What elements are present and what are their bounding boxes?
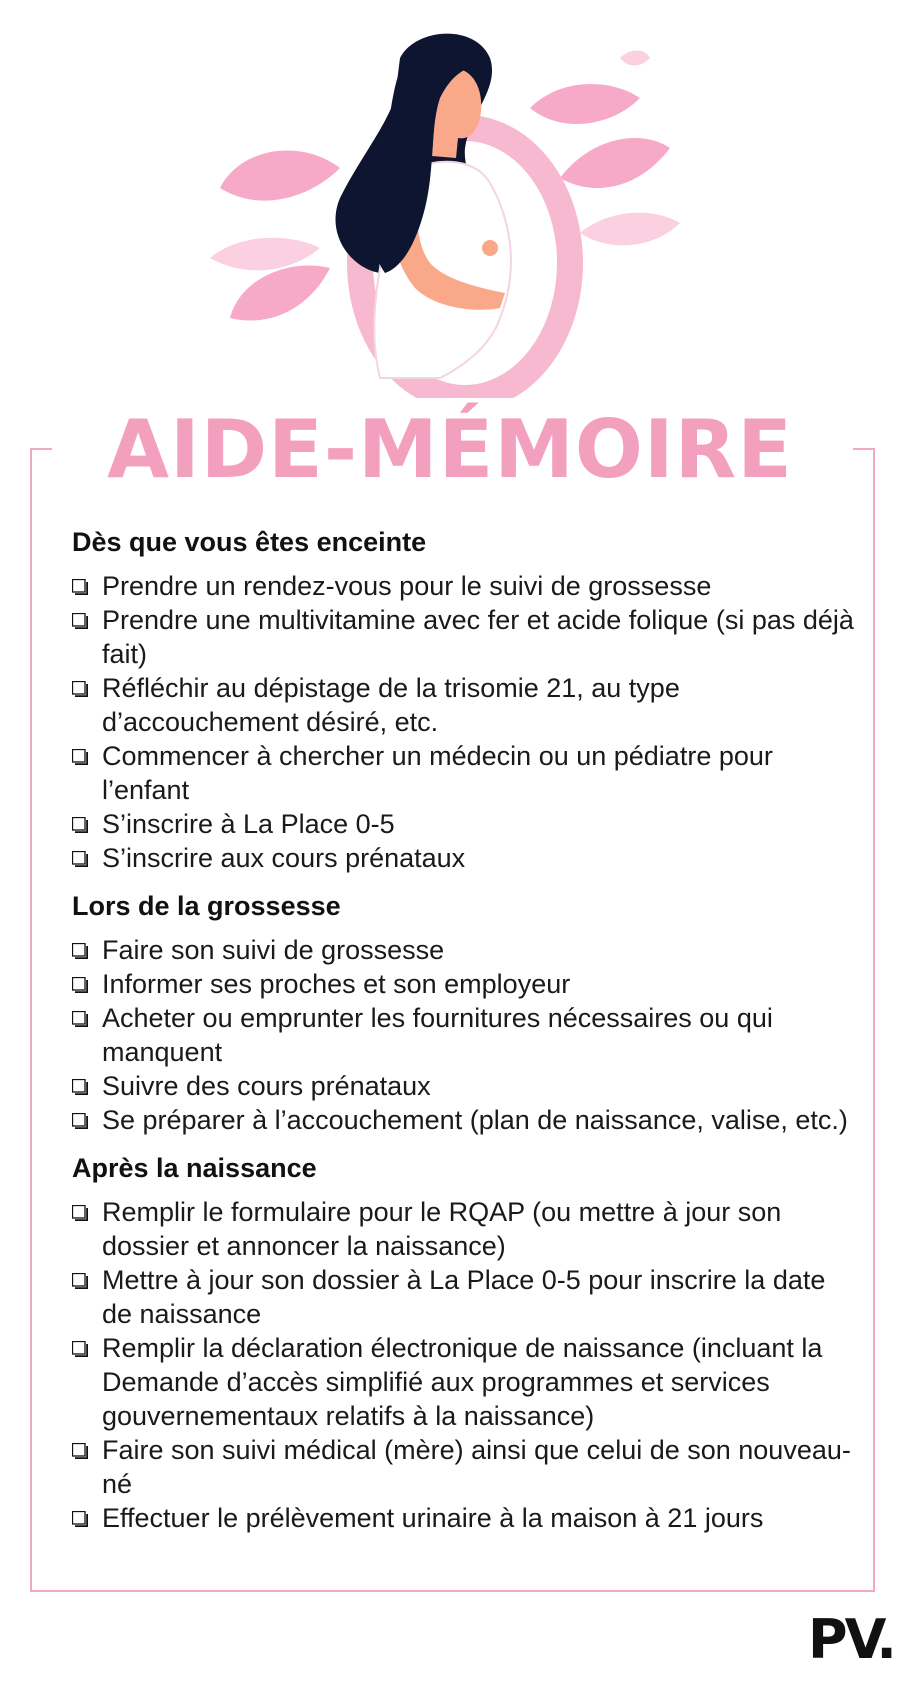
checklist-item[interactable] xyxy=(72,739,862,807)
brand-logo: PV. xyxy=(808,1608,894,1671)
checklist-item[interactable] xyxy=(72,1069,862,1103)
checklist-item-label: Commencer à chercher un médecin ou un pédiatre pour l’enfant xyxy=(102,741,773,805)
checklist-item-label: Remplir la déclaration électronique de naissance (incluant la Demande d’accès simplifié aux programmes et services gouvernementaux relatifs à la naissance) xyxy=(102,1333,823,1431)
checkbox-icon xyxy=(72,749,88,765)
checklist-item[interactable] xyxy=(72,841,862,875)
checklist-item[interactable] xyxy=(72,807,862,841)
section-heading: Dès que vous êtes enceinte xyxy=(72,527,427,557)
page-title: AIDE-MÉMOIRE xyxy=(107,403,793,496)
checkbox-icon xyxy=(72,943,88,959)
checklist-item-label: Prendre un rendez-vous pour le suivi de grossesse xyxy=(102,571,712,601)
checkbox-icon xyxy=(72,1443,88,1459)
checklist-item[interactable] xyxy=(72,671,862,739)
checklist-item[interactable] xyxy=(72,1501,862,1535)
checklist-item[interactable] xyxy=(72,967,862,1001)
checklist-item[interactable] xyxy=(72,1103,862,1137)
checkbox-icon xyxy=(72,1205,88,1221)
checklist-item[interactable] xyxy=(72,1331,862,1433)
checklist-item-label: S’inscrire aux cours prénataux xyxy=(102,843,466,873)
checklist xyxy=(72,1195,862,1535)
checkbox-icon xyxy=(72,1273,88,1289)
checkbox-icon xyxy=(72,1511,88,1527)
checklist-item[interactable] xyxy=(72,603,862,671)
checklist-item-label: Acheter ou emprunter les fournitures nécessaires ou qui manquent xyxy=(102,1003,773,1067)
checklist xyxy=(72,569,862,875)
checklist-content xyxy=(72,525,862,1549)
checklist-item[interactable] xyxy=(72,1263,862,1331)
checklist-item[interactable] xyxy=(72,1195,862,1263)
checklist-item[interactable] xyxy=(72,1433,862,1501)
checklist-item[interactable] xyxy=(72,933,862,967)
checklist-item-label: Faire son suivi de grossesse xyxy=(102,935,445,965)
checkbox-icon xyxy=(72,1011,88,1027)
checkbox-icon xyxy=(72,1079,88,1095)
section-during-pregnancy xyxy=(72,889,862,1137)
checkbox-icon xyxy=(72,1341,88,1357)
checkbox-icon xyxy=(72,681,88,697)
checkbox-icon xyxy=(72,579,88,595)
checklist-item-label: Se préparer à l’accouchement (plan de naissance, valise, etc.) xyxy=(102,1105,848,1135)
checkbox-icon xyxy=(72,1113,88,1129)
checklist-item[interactable] xyxy=(72,1001,862,1069)
checkbox-icon xyxy=(72,851,88,867)
checklist-item-label: Faire son suivi médical (mère) ainsi que celui de son nouveau-né xyxy=(102,1435,851,1499)
section-heading: Après la naissance xyxy=(72,1153,317,1183)
section-after-birth xyxy=(72,1151,862,1535)
checklist-item-label: Mettre à jour son dossier à La Place 0-5 pour inscrire la date de naissance xyxy=(102,1265,826,1329)
checklist-item-label: Prendre une multivitamine avec fer et acide folique (si pas déjà fait) xyxy=(102,605,854,669)
checklist-item-label: Réfléchir au dépistage de la trisomie 21, au type d’accouchement désiré, etc. xyxy=(102,673,680,737)
section-pregnant xyxy=(72,525,862,875)
checklist-item-label: Informer ses proches et son employeur xyxy=(102,969,571,999)
checklist-item[interactable] xyxy=(72,569,862,603)
checklist xyxy=(72,933,862,1137)
leaf-icon xyxy=(210,151,340,321)
checklist-item-label: Suivre des cours prénataux xyxy=(102,1071,431,1101)
checkbox-icon xyxy=(72,977,88,993)
checkbox-icon xyxy=(72,817,88,833)
checklist-item-label: Effectuer le prélèvement urinaire à la maison à 21 jours xyxy=(102,1503,764,1533)
checklist-item-label: Remplir le formulaire pour le RQAP (ou mettre à jour son dossier et annoncer la naissance) xyxy=(102,1197,782,1261)
checkbox-icon xyxy=(72,613,88,629)
section-heading: Lors de la grossesse xyxy=(72,891,341,921)
pregnant-woman-illustration xyxy=(200,18,700,398)
checklist-item-label: S’inscrire à La Place 0-5 xyxy=(102,809,395,839)
